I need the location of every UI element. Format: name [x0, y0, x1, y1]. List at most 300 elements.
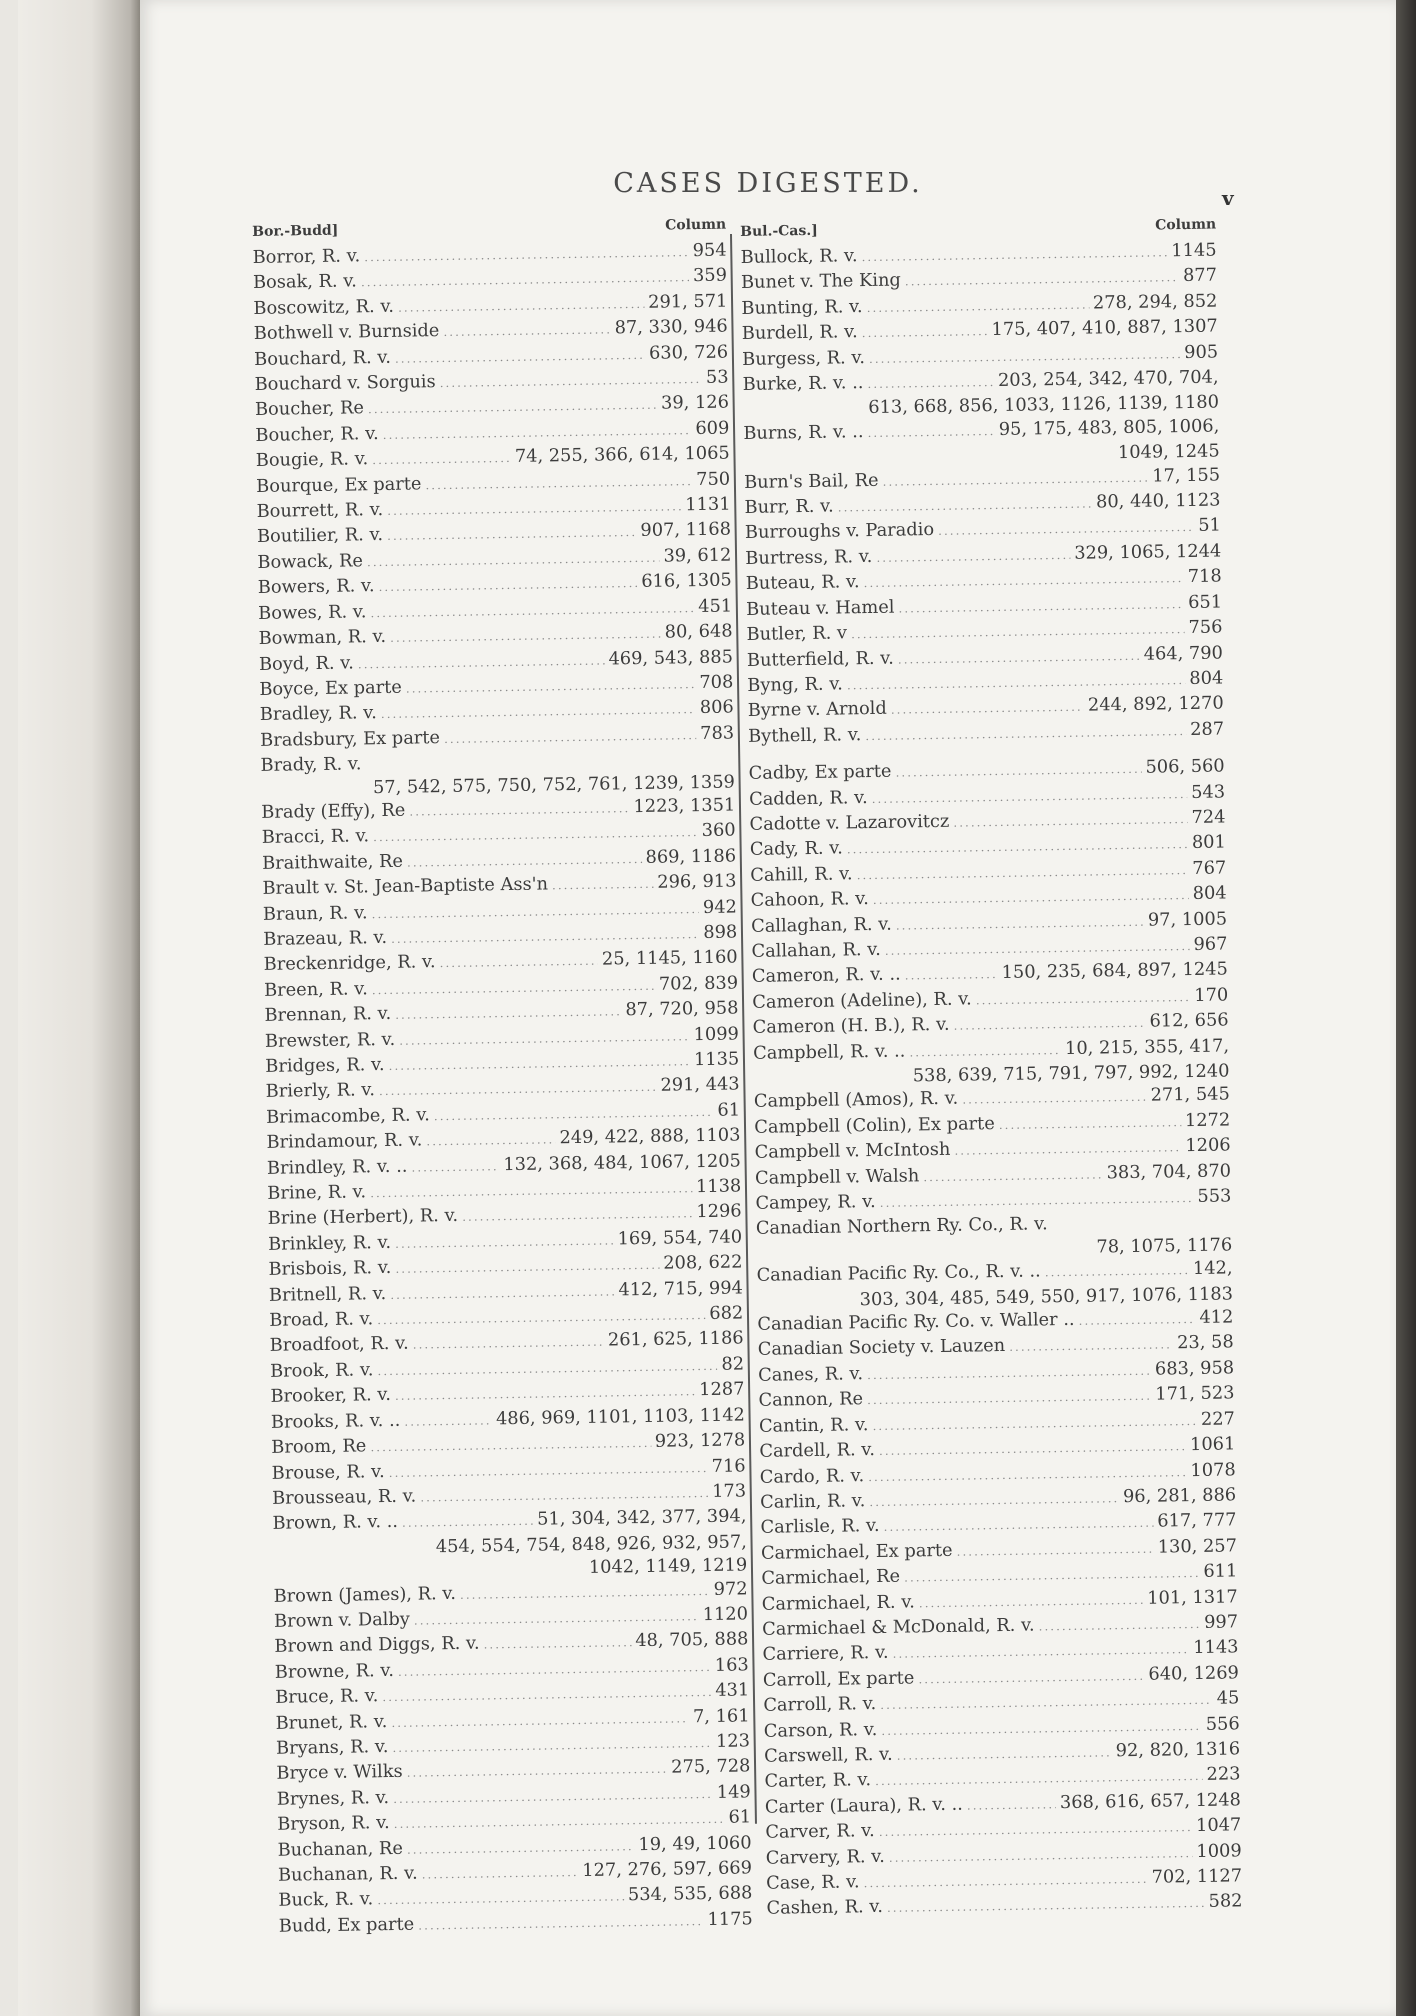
case-name: Bowers, R. v.	[257, 575, 375, 599]
case-name: Bradley, R. v.	[259, 702, 377, 726]
index-entry-continuation: 1042, 1149, 1219	[588, 1554, 748, 1578]
case-name: Carriere, R. v.	[762, 1642, 889, 1666]
case-name: Breen, R. v.	[263, 978, 368, 1001]
case-name: Cardo, R. v.	[759, 1464, 865, 1488]
case-name: Burgess, R. v.	[742, 346, 866, 370]
column-references: 1131	[685, 493, 731, 516]
leader-dots	[976, 986, 1191, 1013]
case-name: Butterfield, R. v.	[746, 647, 894, 671]
column-references: 543	[1190, 780, 1226, 803]
case-name: Canadian Northern Ry. Co., R. v.	[755, 1213, 1048, 1240]
column-references: 898	[703, 921, 738, 943]
case-name: Brewster, R. v.	[264, 1028, 396, 1052]
case-name: Bridges, R. v.	[265, 1054, 385, 1077]
column-references: 25, 1145, 1160	[601, 946, 738, 970]
column-references: 1296	[696, 1200, 742, 1223]
column-references: 291, 571	[648, 290, 728, 313]
column-references: 972	[713, 1577, 748, 1600]
case-name: Broadfoot, R. v.	[269, 1333, 409, 1357]
leader-dots	[407, 1758, 668, 1785]
leader-dots	[879, 1435, 1186, 1463]
index-entry-continuation: 303, 304, 485, 549, 550, 917, 1076, 1183	[859, 1283, 1234, 1310]
leader-dots	[418, 1910, 704, 1938]
leader-dots	[391, 1707, 689, 1735]
column-references: 51	[1198, 514, 1222, 537]
column-references: 640, 1269	[1148, 1662, 1240, 1685]
column-references: 249, 422, 888, 1103	[559, 1124, 741, 1149]
index-column-right	[740, 211, 1243, 1923]
case-name: Bunet v. The King	[740, 269, 901, 294]
leader-dots	[889, 1842, 1193, 1870]
column-references: 82	[721, 1353, 745, 1375]
leader-dots	[867, 371, 994, 396]
column-references: 804	[1192, 882, 1227, 905]
column-range: Bor.-Budd]	[252, 222, 339, 240]
column-references: 101, 1317	[1147, 1585, 1238, 1609]
case-name: Braithwaite, Re	[261, 850, 404, 874]
case-name: Bryson, R. v.	[277, 1812, 390, 1835]
case-name: Campbell v. Walsh	[754, 1164, 920, 1189]
page-folio: v	[1222, 186, 1234, 210]
case-name: Cady, R. v.	[749, 837, 843, 861]
leader-dots	[402, 1510, 534, 1535]
column-references: 609	[695, 417, 730, 439]
leader-dots	[413, 1331, 605, 1357]
column-references: 163	[714, 1654, 749, 1676]
case-name: Butler, R. v	[746, 622, 848, 646]
leader-dots	[460, 1580, 710, 1607]
leader-dots	[863, 567, 1184, 595]
leader-dots	[838, 493, 1093, 520]
leader-dots	[867, 1385, 1152, 1413]
leader-dots	[897, 1741, 1112, 1768]
column-references: 553	[1197, 1185, 1232, 1207]
column-references: 87, 720, 958	[625, 997, 739, 1021]
case-name: Burtress, R. v.	[745, 545, 873, 569]
column-references: 967	[1193, 933, 1228, 955]
leader-dots	[444, 724, 697, 751]
leader-dots	[879, 1816, 1193, 1844]
case-name: Browne, R. v.	[274, 1659, 395, 1683]
column-references: 718	[1187, 565, 1222, 588]
column-references: 1206	[1185, 1134, 1231, 1157]
case-name: Bracci, R. v.	[261, 825, 370, 849]
case-name: Bourrett, R. v.	[256, 499, 384, 523]
leader-dots	[919, 1588, 1144, 1615]
column-references: 150, 235, 684, 897, 1245	[1001, 958, 1229, 984]
case-name: Cardell, R. v.	[759, 1439, 876, 1462]
case-name: Brindamour, R. v.	[266, 1129, 423, 1154]
case-name: Brown and Diggs, R. v.	[274, 1632, 480, 1658]
leader-dots	[867, 420, 995, 445]
column-references: 7, 161	[692, 1704, 750, 1727]
column-references: 905	[1184, 341, 1219, 363]
book-page	[140, 0, 1396, 2016]
case-name: Brousseau, R. v.	[271, 1485, 417, 1509]
column-references: 23, 58	[1177, 1331, 1234, 1354]
column-references: 97, 1005	[1147, 907, 1228, 931]
case-name: Broad, R. v.	[269, 1308, 374, 1331]
leader-dots	[861, 241, 1167, 269]
leader-dots	[1045, 1259, 1190, 1285]
case-name: Bouchard, R. v.	[254, 346, 392, 370]
index-entry-continuation: 78, 1075, 1176	[1096, 1234, 1233, 1258]
leader-dots	[1078, 1308, 1195, 1333]
page-title: CASES DIGESTED.	[613, 168, 923, 199]
column-references: 1135	[693, 1048, 740, 1071]
column-references: 702, 1127	[1151, 1865, 1243, 1888]
column-references: 412, 715, 994	[618, 1277, 744, 1301]
index-column-left	[252, 211, 753, 1940]
case-name: Boucher, R. v.	[255, 422, 379, 446]
case-name: Brady (Effy), Re	[261, 799, 406, 823]
case-name: Budd, Ex parte	[278, 1913, 415, 1937]
case-name: Brynes, R. v.	[276, 1786, 390, 1810]
column-references: 1061	[1189, 1433, 1236, 1456]
case-name: Brisbois, R. v.	[268, 1257, 392, 1281]
leader-dots	[358, 649, 605, 676]
case-name: Carmichael & McDonald, R. v.	[762, 1614, 1035, 1640]
case-name: Brooks, R. v. ..	[270, 1409, 401, 1433]
column-references: 1272	[1184, 1109, 1231, 1131]
leader-dots	[387, 521, 637, 548]
column-references: 806	[699, 696, 734, 719]
leader-dots	[892, 1638, 1189, 1666]
case-name: Buchanan, R. v.	[277, 1862, 418, 1886]
leader-dots	[967, 1793, 1056, 1818]
leader-dots	[368, 394, 658, 422]
case-name: Brazeau, R. v.	[263, 926, 388, 950]
column-references: 17, 155	[1152, 464, 1221, 487]
leader-dots	[918, 1665, 1144, 1692]
case-name: Cantin, R. v.	[758, 1413, 869, 1437]
case-name: Cameron (H. B.), R. v.	[752, 1013, 950, 1039]
case-name: Bowes, R. v.	[258, 600, 367, 624]
case-name: Carswell, R. v.	[764, 1743, 893, 1767]
leader-dots	[395, 1000, 622, 1027]
case-name: Callaghan, R. v.	[750, 913, 892, 937]
case-name: Carmichael, Re	[761, 1565, 901, 1589]
case-name: Boyce, Ex parte	[259, 676, 402, 700]
leader-dots	[863, 1868, 1147, 1896]
column-references: 1223, 1351	[633, 794, 736, 818]
case-name: Canes, R. v.	[758, 1363, 864, 1386]
column-references: 223	[1206, 1763, 1241, 1786]
case-name: Cahill, R. v.	[750, 863, 853, 886]
leader-dots	[387, 495, 681, 523]
leader-dots	[956, 1537, 1154, 1564]
column-references: 149	[716, 1781, 751, 1803]
column-references: 45	[1216, 1687, 1240, 1709]
leader-dots	[887, 1892, 1205, 1920]
case-name: Canadian Society v. Lauzen	[757, 1335, 1006, 1361]
case-name: Brown v. Dalby	[273, 1608, 411, 1632]
leader-dots	[876, 544, 1070, 570]
case-name: Cameron (Adeline), R. v.	[752, 988, 972, 1013]
case-name: Campbell (Colin), Ex parte	[754, 1112, 995, 1138]
column-references: 175, 407, 410, 887, 1307	[991, 315, 1218, 341]
column-references: 506, 560	[1145, 755, 1225, 778]
column-references: 683, 958	[1154, 1357, 1235, 1380]
case-name: Campbell (Amos), R. v.	[753, 1088, 959, 1113]
case-name: Bythell, R. v.	[747, 723, 862, 747]
column-references: 877	[1182, 264, 1218, 287]
case-name: Brooker, R. v.	[270, 1384, 392, 1408]
leader-dots	[372, 975, 655, 1003]
column-references: 651	[1187, 591, 1223, 613]
leader-dots	[393, 1783, 713, 1811]
case-name: Callahan, R. v.	[751, 938, 881, 962]
case-name: Case, R. v.	[765, 1871, 860, 1894]
case-name: Cadden, R. v.	[748, 786, 868, 810]
index-entry-continuation: 57, 542, 575, 750, 752, 761, 1239, 1359	[372, 771, 736, 798]
case-name: Bruce, R. v.	[275, 1685, 379, 1708]
column-references: 92, 820, 1316	[1115, 1738, 1241, 1762]
case-name: Boutilier, R. v.	[256, 524, 384, 548]
column-references: 87, 330, 946	[614, 315, 728, 339]
leader-dots	[953, 1012, 1145, 1038]
index-entry-continuation: 538, 639, 715, 791, 797, 992, 1240	[912, 1060, 1230, 1087]
column-references: 329, 1065, 1244	[1074, 540, 1222, 564]
case-name: Bosak, R. v.	[252, 270, 358, 294]
leader-dots	[372, 447, 511, 473]
column-references: 942	[702, 896, 738, 918]
column-references: 130, 257	[1157, 1535, 1238, 1558]
case-name: Brady, R. v.	[260, 753, 362, 777]
leader-dots	[880, 1187, 1194, 1215]
column-references: 359	[692, 264, 728, 287]
column-references: 1099	[693, 1023, 740, 1045]
case-name: Burke, R. v. ..	[742, 372, 864, 396]
leader-dots	[883, 1512, 1153, 1540]
case-name: Carmichael, R. v.	[761, 1590, 915, 1615]
column-references: 617, 777	[1157, 1509, 1237, 1532]
column-references: 630, 726	[648, 341, 729, 364]
leader-dots	[1009, 1334, 1173, 1360]
column-references: 869, 1186	[645, 845, 737, 868]
leader-dots	[898, 593, 1184, 621]
column-references: 611	[1203, 1560, 1238, 1583]
column-references: 203, 254, 342, 470, 704,	[997, 366, 1219, 391]
column-references: 95, 175, 483, 805, 1006,	[998, 415, 1220, 440]
case-name: Brook, R. v.	[269, 1359, 374, 1382]
case-name: Carlin, R. v.	[760, 1490, 866, 1513]
case-name: Brouse, R. v.	[271, 1460, 385, 1484]
column-references: 612, 656	[1149, 1009, 1229, 1032]
column-references: 724	[1191, 806, 1226, 828]
leader-dots	[404, 1409, 492, 1434]
leader-dots	[443, 319, 611, 345]
column-range: Bul.-Cas.]	[740, 222, 818, 240]
column-references: 431	[715, 1679, 750, 1702]
leader-dots	[398, 1656, 711, 1684]
leader-dots	[962, 1086, 1147, 1112]
book-gutter	[18, 0, 140, 2016]
case-name: Canadian Pacific Ry. Co. v. Waller ..	[757, 1308, 1075, 1335]
book-edge-shadow	[1396, 0, 1416, 2016]
leader-dots	[367, 547, 660, 575]
leader-dots	[395, 343, 645, 370]
case-name: Bougie, R. v.	[255, 448, 369, 472]
column-references: 383, 704, 870	[1106, 1160, 1232, 1183]
column-references: 702, 839	[658, 972, 739, 995]
column-references: 750	[696, 468, 731, 490]
case-name: Boyd, R. v.	[258, 651, 354, 675]
case-name: Bunting, R. v.	[741, 295, 863, 319]
column-references: 96, 281, 886	[1122, 1484, 1237, 1508]
case-name: Bryans, R. v.	[275, 1736, 389, 1759]
leader-dots	[370, 1432, 651, 1460]
column-references: 1120	[702, 1603, 749, 1626]
column-references: 61	[717, 1099, 741, 1121]
leader-dots	[378, 572, 637, 599]
column-references: 51, 304, 342, 377, 394,	[537, 1505, 747, 1530]
index-list-right	[740, 239, 1242, 1923]
leader-dots	[871, 783, 1187, 811]
leader-dots	[398, 293, 645, 320]
case-name: Bowman, R. v.	[258, 626, 387, 650]
column-references: 582	[1208, 1890, 1243, 1913]
column-references: 275, 728	[671, 1755, 751, 1778]
case-name: Cadotte v. Lazarovitcz	[749, 810, 950, 835]
leader-dots	[552, 873, 654, 898]
case-name: Cadby, Ex parte	[748, 760, 892, 785]
leader-dots	[873, 884, 1189, 912]
leader-dots	[483, 1632, 631, 1658]
leader-dots	[999, 1111, 1182, 1137]
case-name: Braun, R. v.	[262, 901, 368, 925]
case-name: Burns, R. v. ..	[743, 420, 864, 444]
column-references: 132, 368, 484, 1067, 1205	[503, 1150, 742, 1175]
leader-dots	[389, 1456, 708, 1484]
column-references: 804	[1189, 667, 1224, 689]
case-name: Brown (James), R. v.	[273, 1582, 457, 1607]
case-name: Campbell v. McIntosh	[754, 1139, 951, 1164]
column-references: 10, 215, 355, 417,	[1064, 1035, 1230, 1059]
column-references: 171, 523	[1155, 1382, 1235, 1405]
column-references: 412	[1199, 1306, 1234, 1328]
column-references: 39, 612	[663, 544, 732, 567]
case-name: Brinkley, R. v.	[267, 1231, 392, 1255]
column-references: 127, 276, 597, 669	[582, 1857, 753, 1882]
leader-dots	[411, 1155, 499, 1180]
previous-page-edge	[0, 0, 18, 2016]
column-references: 271, 545	[1150, 1083, 1230, 1107]
leader-dots	[399, 1025, 690, 1053]
column-references: 767	[1192, 857, 1227, 879]
leader-dots	[409, 797, 630, 824]
case-name: Carter (Laura), R. v. ..	[764, 1793, 964, 1818]
case-name: Brown, R. v. ..	[272, 1511, 399, 1535]
leader-dots	[953, 808, 1188, 835]
column-references: 616, 1305	[641, 569, 732, 593]
case-name: Bothwell v. Burnside	[253, 320, 440, 345]
column-references: 360	[701, 819, 736, 842]
column-references: 783	[700, 722, 735, 744]
case-name: Boscowitz, R. v.	[253, 295, 395, 319]
case-name: Bradsbury, Ex parte	[260, 726, 441, 751]
case-name: Bourque, Ex parte	[256, 473, 422, 497]
column-references: 682	[709, 1302, 744, 1325]
column-references: 997	[1203, 1611, 1239, 1633]
case-name: Brimacombe, R. v.	[265, 1104, 431, 1128]
leader-dots	[390, 1280, 615, 1307]
leader-dots	[891, 696, 1085, 722]
leader-dots	[905, 963, 998, 988]
column-references: 534, 535, 688	[627, 1882, 753, 1906]
case-name: Brindley, R. v. ..	[266, 1155, 408, 1179]
leader-dots	[407, 848, 642, 875]
case-name: Carvery, R. v.	[765, 1845, 885, 1869]
leader-dots	[909, 1039, 1061, 1065]
leader-dots	[867, 1360, 1151, 1388]
leader-dots	[406, 673, 696, 701]
column-references: 173	[711, 1480, 747, 1502]
case-name: Buteau, R. v.	[745, 571, 860, 595]
column-references: 1009	[1196, 1839, 1242, 1862]
case-name: Burr, R. v.	[744, 495, 834, 519]
leader-dots	[392, 1732, 712, 1760]
case-name: Carroll, R. v.	[763, 1693, 877, 1716]
index-entry-continuation: 454, 554, 754, 848, 926, 932, 957,	[435, 1531, 748, 1557]
column-references: 142,	[1192, 1257, 1233, 1280]
column-references: 464, 790	[1143, 641, 1224, 665]
column-references: 469, 543, 885	[608, 646, 734, 669]
case-name: Byrne v. Arnold	[747, 698, 887, 722]
case-name: Carmichael, Ex parte	[760, 1539, 953, 1564]
column-references: 486, 969, 1101, 1103, 1142	[495, 1404, 746, 1430]
column-references: 80, 440, 1123	[1095, 489, 1221, 513]
column-references: 1175	[707, 1908, 753, 1930]
case-name: Cashen, R. v.	[766, 1896, 884, 1920]
column-references: 170	[1194, 984, 1229, 1006]
column-references: 208, 622	[663, 1251, 743, 1274]
leader-dots	[896, 910, 1144, 937]
case-name: Brine (Herbert), R. v.	[267, 1205, 459, 1230]
case-name: Brennan, R. v.	[264, 1003, 392, 1027]
column-label: Column	[1155, 216, 1217, 234]
column-references: 287	[1189, 718, 1225, 740]
index-entry-continuation: 613, 668, 856, 1033, 1126, 1139, 1180	[868, 391, 1220, 419]
column-references: 708	[699, 671, 734, 693]
column-references: 556	[1205, 1712, 1240, 1735]
leader-dots	[425, 470, 692, 498]
case-name: Boucher, Re	[254, 397, 365, 421]
case-name: Brunet, R. v.	[275, 1710, 388, 1734]
column-references: 1138	[695, 1175, 742, 1198]
case-name: Brine, R. v.	[267, 1181, 367, 1204]
leader-dots	[426, 1129, 556, 1154]
leader-dots	[377, 1886, 624, 1913]
case-name: Bowack, Re	[257, 550, 364, 573]
leader-dots	[862, 320, 988, 345]
column-references: 61	[728, 1806, 752, 1828]
column-references: 368, 616, 657, 1248	[1059, 1789, 1242, 1813]
column-references: 1287	[699, 1378, 745, 1401]
case-name: Buteau v. Hamel	[745, 596, 895, 620]
column-references: 48, 705, 888	[635, 1628, 749, 1652]
case-name: Carson, R. v.	[763, 1718, 878, 1742]
leader-dots	[439, 950, 598, 976]
case-name: Cahoon, R. v.	[750, 888, 869, 912]
case-name: Carlisle, R. v.	[760, 1515, 880, 1539]
column-references: 244, 892, 1270	[1087, 692, 1224, 716]
leader-dots	[954, 1136, 1181, 1163]
index-list-left	[252, 239, 753, 1940]
case-name: Burn's Bail, Re	[743, 469, 879, 493]
column-references: 169, 554, 740	[617, 1226, 743, 1250]
column-references: 19, 49, 1060	[638, 1831, 752, 1855]
